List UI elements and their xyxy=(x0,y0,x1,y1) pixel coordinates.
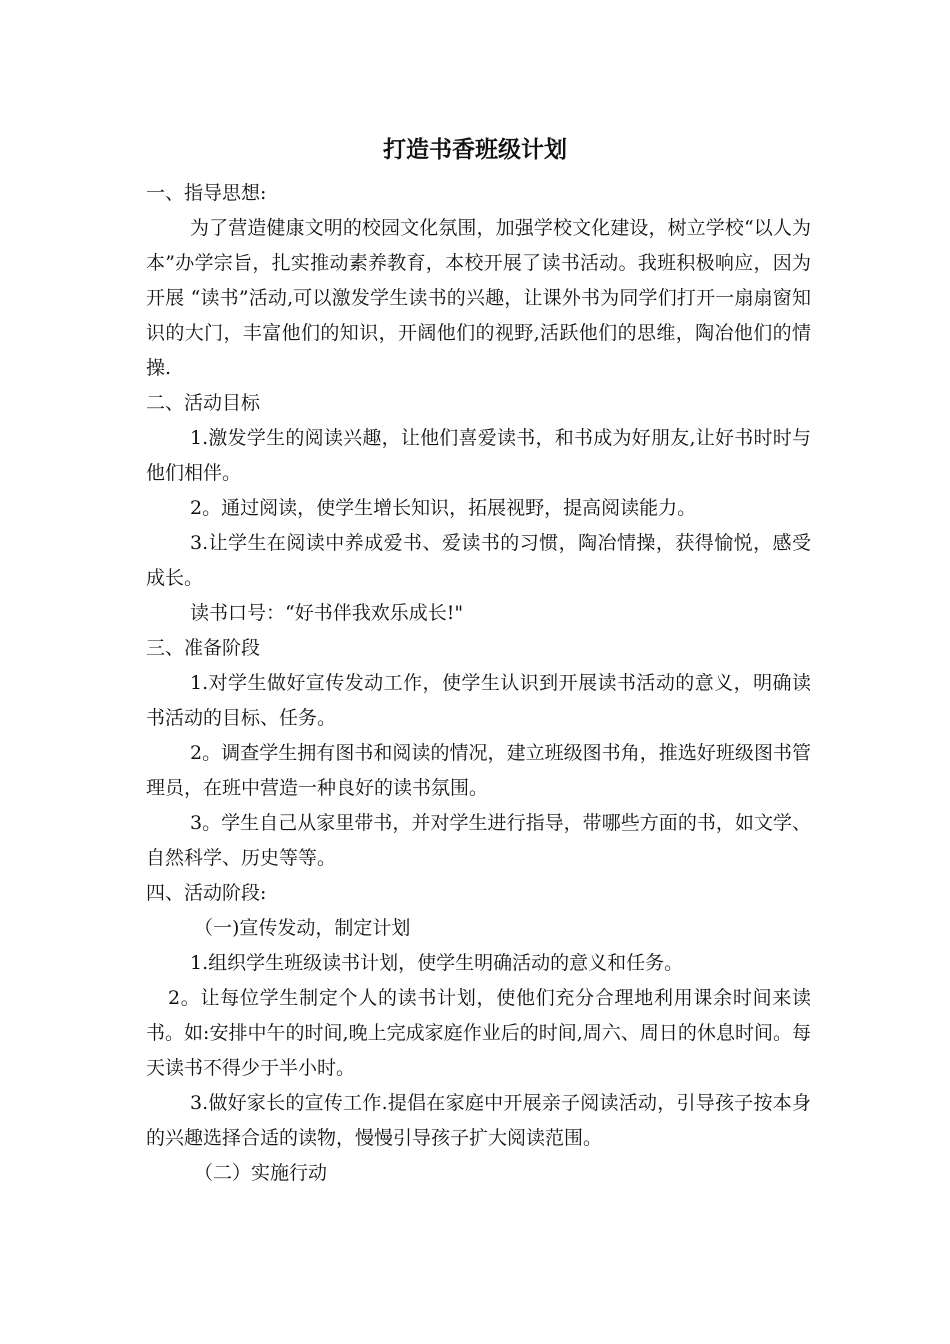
preparation-item-2: 2。调查学生拥有图书和阅读的情况，建立班级图书角，推选好班级图书管理员，在班中营造一种良好的读书氛围。 xyxy=(146,742,811,799)
publicity-item-3: 3.做好家长的宣传工作.提倡在家庭中开展亲子阅读活动，引导孩子按本身的兴趣选择合适的读物，慢慢引导孩子扩大阅读范围。 xyxy=(146,1092,811,1149)
goal-item-2: 2。通过阅读，使学生增长知识，拓展视野，提高阅读能力。 xyxy=(190,497,697,519)
goal-item-1: 1.激发学生的阅读兴趣，让他们喜爱读书，和书成为好朋友,让好书时时与他们相伴。 xyxy=(146,427,811,484)
section-heading-guiding-thought: 一、指导思想: xyxy=(146,182,267,204)
publicity-item-1: 1.组织学生班级读书计划，使学生明确活动的意义和任务。 xyxy=(190,952,684,974)
preparation-item-1: 1.对学生做好宣传发动工作，使学生认识到开展读书活动的意义，明确读书活动的目标、任务。 xyxy=(146,672,811,729)
section-heading-activity-stage: 四、活动阶段: xyxy=(146,882,267,904)
reading-slogan: 读书口号：“好书伴我欢乐成长!" xyxy=(190,602,464,624)
goal-item-3: 3.让学生在阅读中养成爱书、爱读书的习惯，陶冶情操，获得愉悦，感受成长。 xyxy=(146,532,811,589)
section-heading-preparation: 三、准备阶段 xyxy=(146,637,261,659)
section-heading-activity-goals: 二、活动目标 xyxy=(146,392,261,414)
document-body xyxy=(146,176,811,1191)
paragraph-guiding-thought: 为了营造健康文明的校园文化氛围，加强学校文化建设，树立学校“以人为本”办学宗旨，扎实推动素养教育，本校开展了读书活动。我班积极响应，因为开展 “读书”活动,可以激发学生读书的兴趣，让课外书为同学们打开一扇扇窗知识的大门，丰富他们的知识，开阔他们的视野,活跃他们的思维，陶冶他们的情操. xyxy=(146,217,811,379)
subsection-heading-publicity: （一)宣传发动，制定计划 xyxy=(194,917,411,939)
subsection-heading-implementation: （二）实施行动 xyxy=(194,1162,328,1184)
publicity-item-2: 2。让每位学生制定个人的读书计划，使他们充分合理地利用课余时间来读书。如:安排中午的时间,晚上完成家庭作业后的时间,周六、周日的休息时间。每天读书不得少于半小时。 xyxy=(146,987,811,1079)
document-title: 打造书香班级计划 xyxy=(383,137,567,163)
preparation-item-3: 3。学生自己从家里带书，并对学生进行指导，带哪些方面的书，如文学、自然科学、历史等等。 xyxy=(146,812,811,869)
